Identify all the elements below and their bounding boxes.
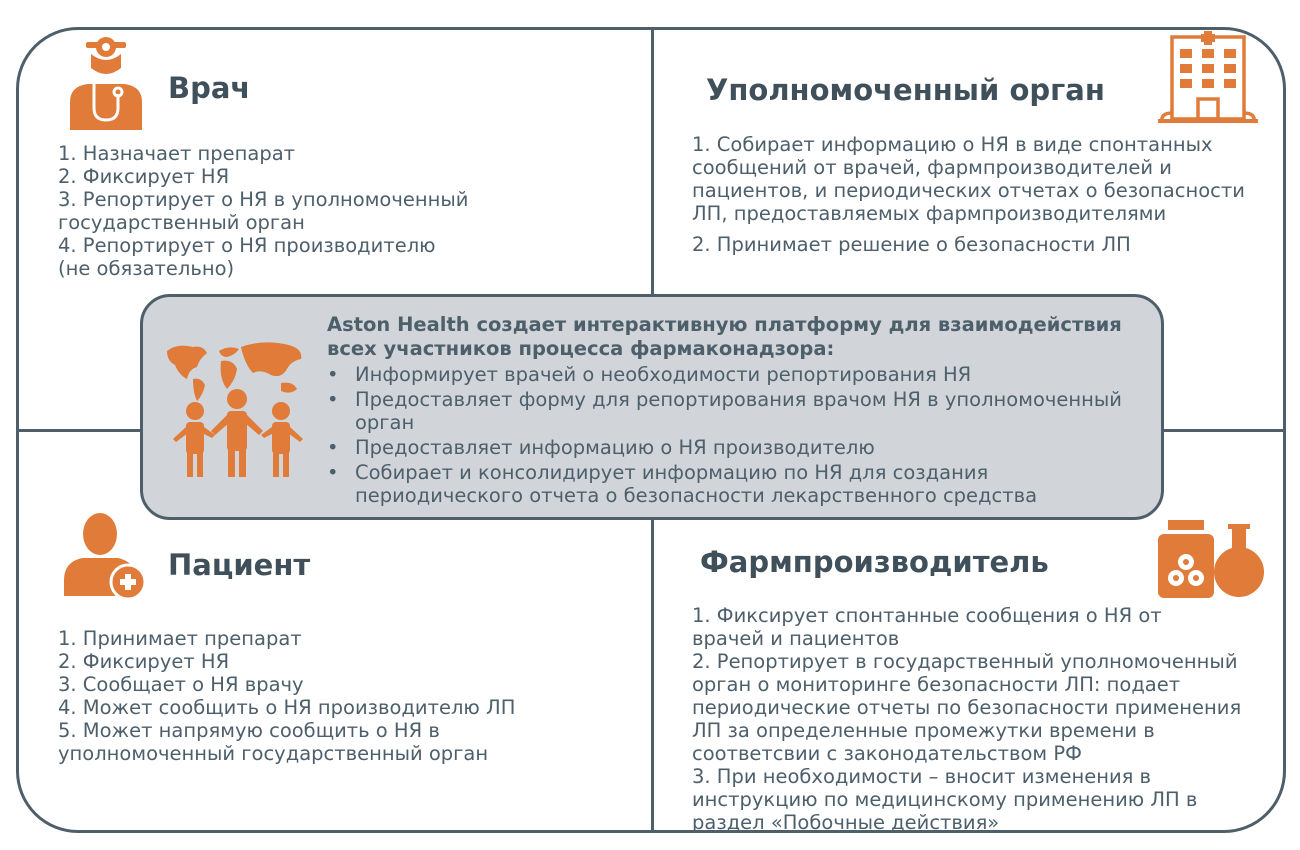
authority-title: Уполномоченный орган [706, 73, 1105, 107]
world-people-icon [163, 339, 311, 479]
list-item: орган о мониторинге безопасности ЛП: подает [692, 673, 1181, 696]
bullet: • [327, 461, 339, 484]
bullet: • [327, 436, 339, 459]
list-item: 5. Может напрямую сообщить о НЯ в [58, 719, 440, 742]
platform-title: Aston Health создает интерактивную платформу для взаимодействия всех участников процесса фармаконадзора: [327, 313, 1122, 360]
patient-title: Пациент [168, 548, 311, 582]
platform-box [140, 294, 1164, 520]
list-item: врачей и пациентов [692, 627, 900, 650]
list-item: 2. Репортирует в государственный уполномоченный [692, 650, 1238, 673]
horizontal-divider-right [1160, 429, 1286, 432]
list-item-text: Собирает и консолидирует информацию по НЯ для создания периодического отчета о безопасности лекарственного средства [355, 461, 1038, 507]
list-item: 1. Назначает препарат [58, 142, 296, 165]
list-item [327, 388, 1157, 434]
list-item: 3. Репортирует о НЯ в уполномоченный [58, 188, 469, 211]
list-item: инструкцию по медицинскому применению ЛП в [692, 788, 1198, 811]
hospital-building-icon [1158, 31, 1258, 127]
bullet: • [327, 363, 339, 386]
list-item: 2. Фиксирует НЯ [58, 165, 230, 188]
doctor-title: Врач [168, 71, 251, 105]
manufacturer-list [692, 604, 1282, 834]
list-item: раздел «Побочные действия» [692, 811, 1000, 834]
bullet: • [327, 388, 339, 411]
list-item: уполномоченный государственный орган [58, 742, 489, 765]
list-item: 3. При необходимости – вносит изменения в [692, 765, 1152, 788]
doctor-list [58, 142, 618, 280]
list-item: 1. Фиксирует спонтанные сообщения о НЯ от [692, 604, 1162, 627]
pharmacy-jar-flask-icon [1156, 520, 1266, 600]
horizontal-divider-left [16, 429, 146, 432]
list-item: государственный орган [58, 211, 305, 234]
list-item [327, 363, 1157, 386]
patient-plus-icon [62, 510, 148, 602]
list-item-text: Предоставляет информацию о НЯ производителю [355, 436, 875, 459]
patient-list [58, 627, 638, 765]
platform-list [327, 363, 1157, 509]
list-item: (не обязательно) [58, 257, 235, 280]
list-item: периодические отчеты по безопасности применения [692, 696, 1242, 719]
list-item: соответсвии с законодательством РФ [692, 742, 1082, 765]
list-item: 2. Принимает решение о безопасности ЛП [692, 233, 1131, 256]
list-item-text: Информирует врачей о необходимости репортирования НЯ [355, 363, 972, 386]
list-item: 3. Сообщает о НЯ врачу [58, 673, 304, 696]
list-item [327, 436, 1157, 459]
manufacturer-title: Фармпроизводитель [700, 545, 1049, 579]
list-item [327, 461, 1157, 507]
doctor-icon [66, 36, 146, 130]
list-item: 4. Репортирует о НЯ производителю [58, 234, 436, 257]
list-item: 4. Может сообщить о НЯ производителю ЛП [58, 696, 516, 719]
list-item-text: Предоставляет форму для репортирования врачом НЯ в уполномоченный орган [355, 388, 1122, 434]
list-item: 1. Принимает препарат [58, 627, 302, 650]
authority-list [692, 133, 1282, 264]
list-item: ЛП за определенные промежутки времени в [692, 719, 1155, 742]
list-item: 2. Фиксирует НЯ [58, 650, 230, 673]
list-item: 1. Собирает информацию о НЯ в виде спонтанных сообщений от врачей, фармпроизводителей и пациентов, и периодических отчетах о безопасности ЛП, предоставляемых фармпроизводителями [692, 133, 1245, 225]
